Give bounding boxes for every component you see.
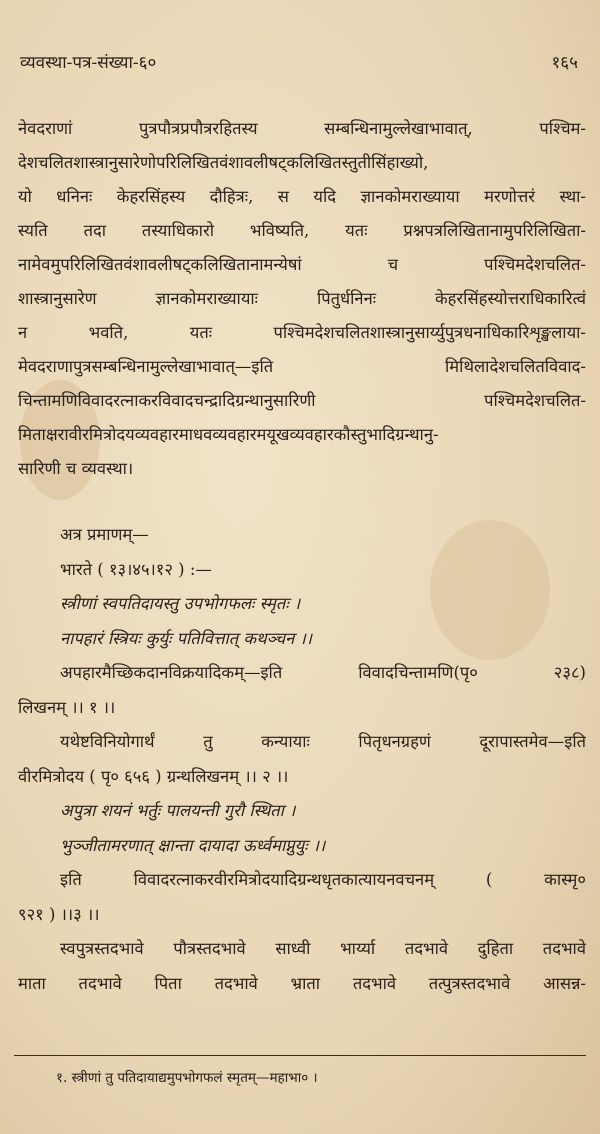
- body-line: सारिणी च व्यवस्था।: [18, 459, 134, 478]
- body-paragraph: [18, 112, 586, 486]
- body-line: चिन्तामणिविवादरत्नाकरविवादचन्द्रादिग्रन्थानुसारिणी पश्चिमदेशचलित-: [18, 391, 586, 410]
- comment-line: इति विवादरत्नाकरवीरमित्रोदयादिग्रन्थधृतकात्यायनवचनम् ( कास्मृ०: [60, 870, 586, 889]
- verse-line: नापहारं स्त्रियः कुर्युः पतिवित्तात् कथञ्चन ।।: [60, 628, 313, 648]
- page-number: १६५: [551, 53, 578, 73]
- comment-line: वीरमित्रोदय ( पृ० ६५६ ) ग्रन्थलिखनम् ।। २ ।।: [18, 766, 289, 786]
- footnote-divider: [14, 1055, 586, 1056]
- body-line: नेवदराणां पुत्रपौत्रप्रपौत्ररहितस्य सम्बन्धिनामुल्लेखाभावात्, पश्चिम-: [18, 119, 586, 138]
- body-line: देशचलितशास्त्रानुसारेणोपरिलिखितवंशावलीषट्कलिखितस्तुतीसिंहाख्यो,: [18, 153, 429, 172]
- verse-line: स्त्रीणां स्वपतिदायस्तु उपभोगफलः स्मृतः ।: [60, 594, 301, 613]
- body-line: यो धनिनः केहरसिंहस्य दौहित्रः, स यदि ज्ञानकोमराख्याया मरणोत्तरं स्था-: [18, 187, 586, 206]
- body-line: माता तदभावे पिता तदभावे भ्राता तदभावे तत्पुत्रस्तदभावे आसन्न-: [18, 973, 586, 993]
- evidence-section: [18, 518, 586, 1001]
- source-citation: भारते ( १३।४५।१२ ) :—: [60, 559, 212, 579]
- comment-line: यथेष्टविनियोगार्थं तु कन्यायाः पितृधनग्रहणं दूरापास्तमेव—इति: [60, 732, 586, 751]
- body-line: न भवति, यतः पश्चिमदेशचलितशास्त्रानुसार्य्युपुत्रधनाधिकारिशृङ्खलाया-: [18, 323, 586, 342]
- comment-line: ९२१ ) ।।३ ।।: [18, 904, 100, 924]
- comment-line: अपहारमैच्छिकदानविक्रयादिकम्—इति विवादचिन्तामणि(पृ० २३८): [60, 663, 586, 682]
- verse-line: भुञ्जीतामरणात् क्षान्ता दायादा ऊर्ध्वमाप्नुयुः ।।: [60, 835, 326, 855]
- body-line: मिताक्षरावीरमित्रोदयव्यवहारमाधवव्यवहारमयूखव्यवहारकौस्तुभादिग्रन्थानु-: [18, 425, 439, 444]
- body-line: नामेवमुपरिलिखितवंशावलीषट्कलिखितानामन्येषां च पश्चिमदेशचलित-: [18, 255, 586, 274]
- body-line: मेवदराणापुत्रसम्बन्धिनामुल्लेखाभावात्—इति मिथिलादेशचलितविवाद-: [18, 357, 586, 376]
- section-heading: अत्र प्रमाणम्—: [60, 525, 149, 544]
- comment-line: लिखनम् ।। १ ।।: [18, 697, 116, 717]
- body-line: स्यति तदा तस्याधिकारो भविष्यति, यतः प्रश्नपत्रलिखितानामुपरिलिखिता-: [18, 221, 586, 240]
- body-line: शास्त्रानुसारेण ज्ञानकोमराख्यायाः पितुर्धनिनः केहरसिंहस्योत्तराधिकारित्वं: [18, 289, 586, 308]
- footnote: १. स्त्रीणां तु पतिदायाद्यमुपभोगफलं स्मृतम्—महाभा० ।: [56, 1070, 318, 1086]
- running-head-title: व्यवस्था-पत्र-संख्या-६०: [20, 53, 157, 73]
- body-line: स्वपुत्रस्तदभावे पौत्रस्तदभावे साध्वी भार्य्या तदभावे दुहिता तदभावे: [60, 939, 586, 958]
- verse-line: अपुत्रा शयनं भर्तुः पालयन्ती गुरौ स्थिता ।: [60, 801, 296, 820]
- running-head: [20, 50, 578, 80]
